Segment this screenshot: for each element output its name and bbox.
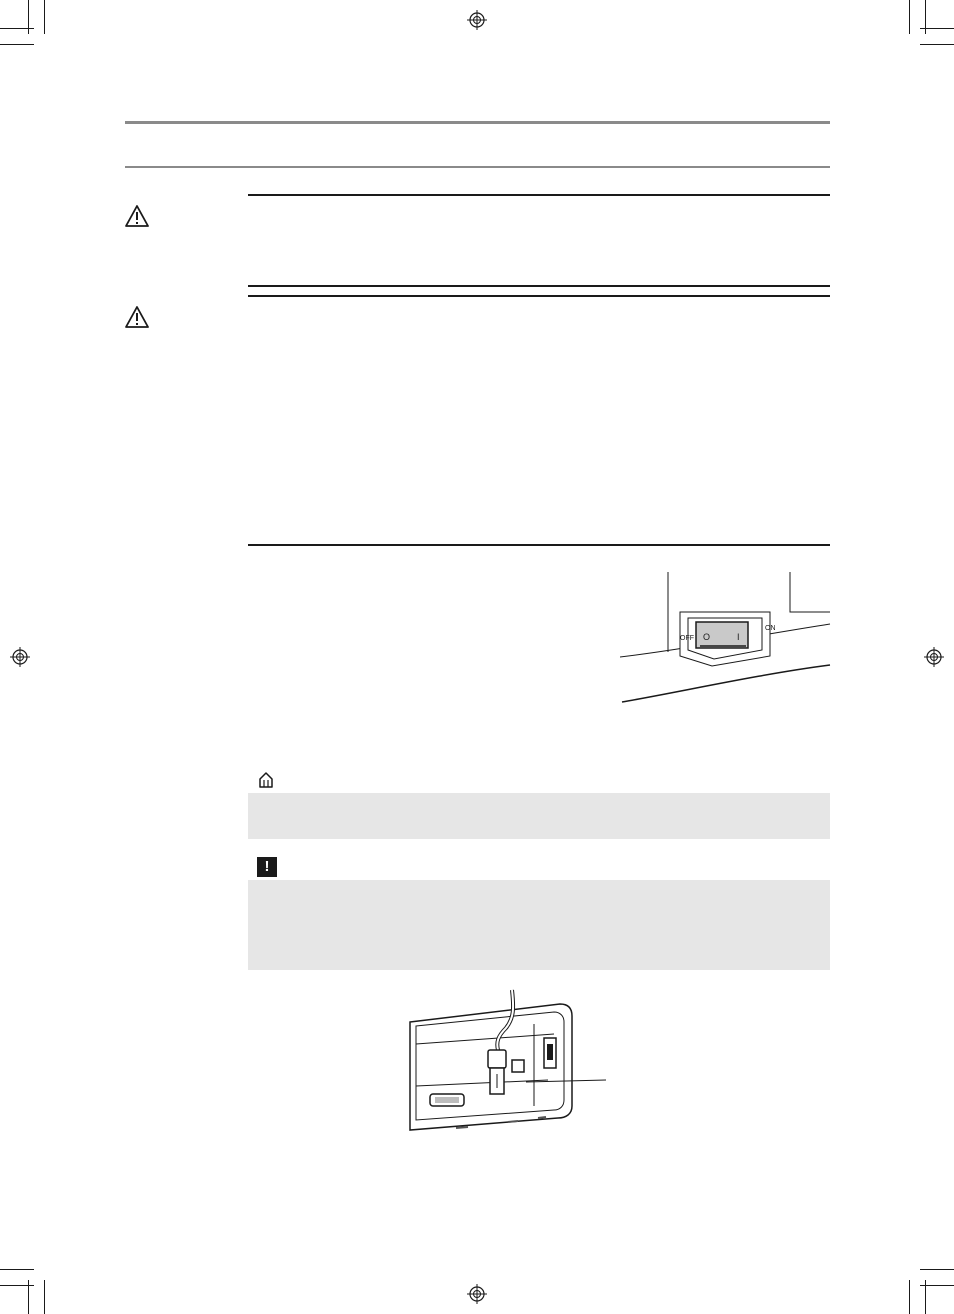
switch-on-symbol: I bbox=[737, 632, 740, 642]
registration-mark-icon bbox=[467, 1284, 487, 1304]
switch-on-label: ON bbox=[765, 625, 776, 632]
crop-mark bbox=[920, 44, 954, 45]
switch-off-label: OFF bbox=[680, 635, 694, 642]
crop-mark bbox=[44, 0, 45, 34]
warning-top-rule bbox=[248, 295, 830, 297]
caution-box bbox=[248, 880, 830, 970]
crop-mark bbox=[0, 1269, 34, 1270]
crop-mark bbox=[909, 1280, 910, 1314]
warning-triangle-icon bbox=[124, 204, 150, 228]
power-switch-illustration bbox=[620, 570, 835, 710]
crop-mark bbox=[0, 44, 34, 45]
usb-port-illustration bbox=[408, 988, 608, 1138]
crop-mark bbox=[44, 1280, 45, 1314]
note-icon bbox=[258, 771, 274, 789]
caution-exclamation-icon bbox=[257, 857, 277, 877]
crop-mark bbox=[909, 0, 910, 34]
crop-mark bbox=[920, 28, 954, 29]
caution-mark: ! bbox=[264, 858, 270, 875]
note-box bbox=[248, 793, 830, 839]
warning-top-rule bbox=[248, 194, 830, 196]
crop-mark bbox=[920, 1269, 954, 1270]
header-rule bbox=[125, 121, 830, 124]
crop-mark bbox=[0, 1285, 34, 1286]
registration-mark-icon bbox=[10, 647, 30, 667]
warning-bottom-rule bbox=[248, 544, 830, 546]
warning-triangle-icon bbox=[124, 305, 150, 329]
switch-off-symbol: O bbox=[703, 632, 711, 642]
registration-mark-icon bbox=[924, 647, 944, 667]
crop-mark bbox=[0, 28, 34, 29]
warning-bottom-rule bbox=[248, 285, 830, 287]
section-rule bbox=[125, 166, 830, 168]
registration-mark-icon bbox=[467, 10, 487, 30]
crop-mark bbox=[920, 1285, 954, 1286]
